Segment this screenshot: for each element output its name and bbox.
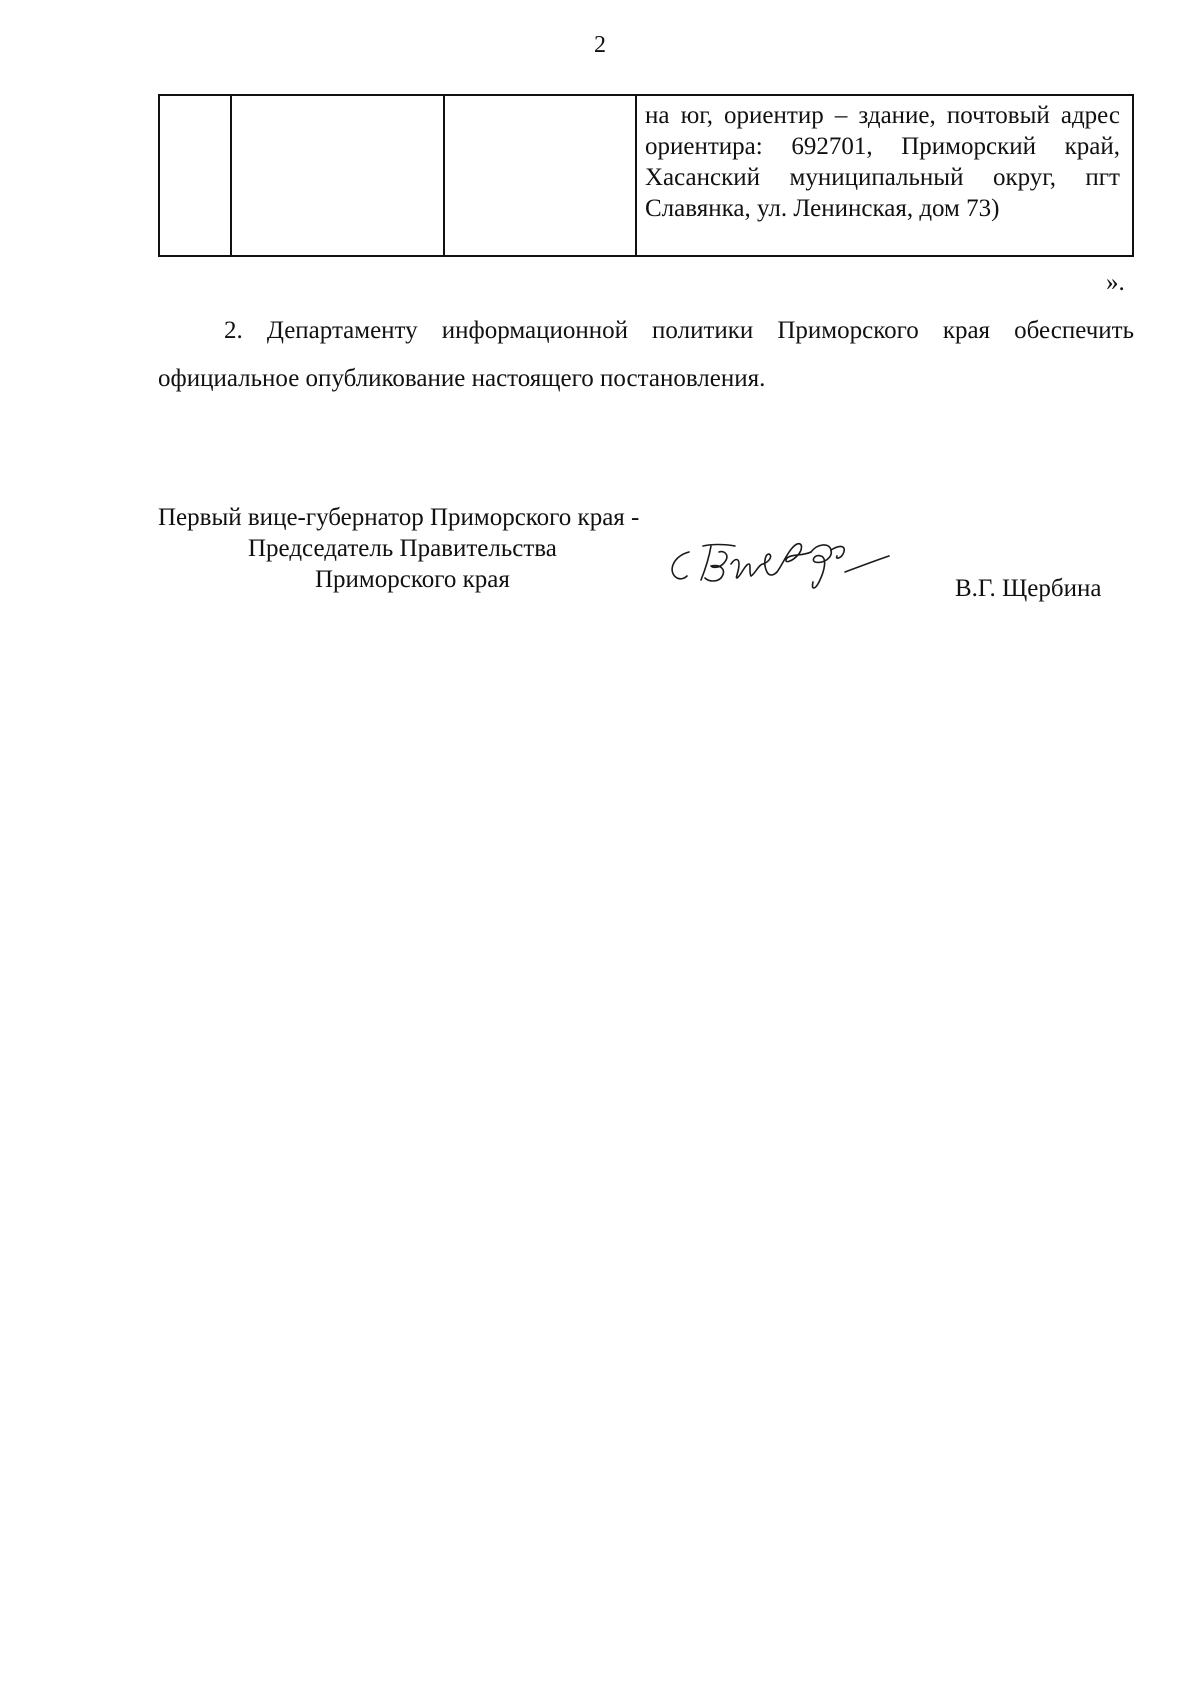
signature-stroke <box>731 560 763 579</box>
signatory-title-line-3: Приморского края <box>315 566 510 593</box>
signatory-title-line-1: Первый вице-губернатор Приморского края - <box>158 504 640 531</box>
signature-stroke <box>811 545 831 588</box>
signatory-title-line-2: Председатель Правительства <box>248 535 557 562</box>
page-number: 2 <box>594 32 606 58</box>
handwritten-signature <box>665 534 915 614</box>
signature-stroke <box>763 554 777 575</box>
table-row <box>159 95 1133 256</box>
signature-stroke <box>672 552 689 579</box>
table-cell-number <box>159 95 231 256</box>
signature-stroke <box>845 556 889 572</box>
signer-name: В.Г. Щербина <box>955 575 1102 602</box>
signatory-title <box>158 502 639 595</box>
paragraph-2: 2. Департаменту информационной политики Приморского края обеспечить официальное опубликование настоящего постановления. <box>158 317 1134 392</box>
signature-stroke <box>831 547 844 559</box>
table-cell-col3 <box>444 95 636 256</box>
continuation-table <box>158 94 1134 257</box>
table-cell-col2 <box>231 95 444 256</box>
closing-quote: ». <box>1106 269 1125 296</box>
signature-stroke <box>777 544 811 572</box>
table-cell-address: на юг, ориентир – здание, почтовый адрес ориентира: 692701, Приморский край, Хасанский муниципальный округ, пгт Славянка, ул. Ленинская, дом 73) <box>636 95 1133 256</box>
signature-stroke <box>701 545 735 581</box>
